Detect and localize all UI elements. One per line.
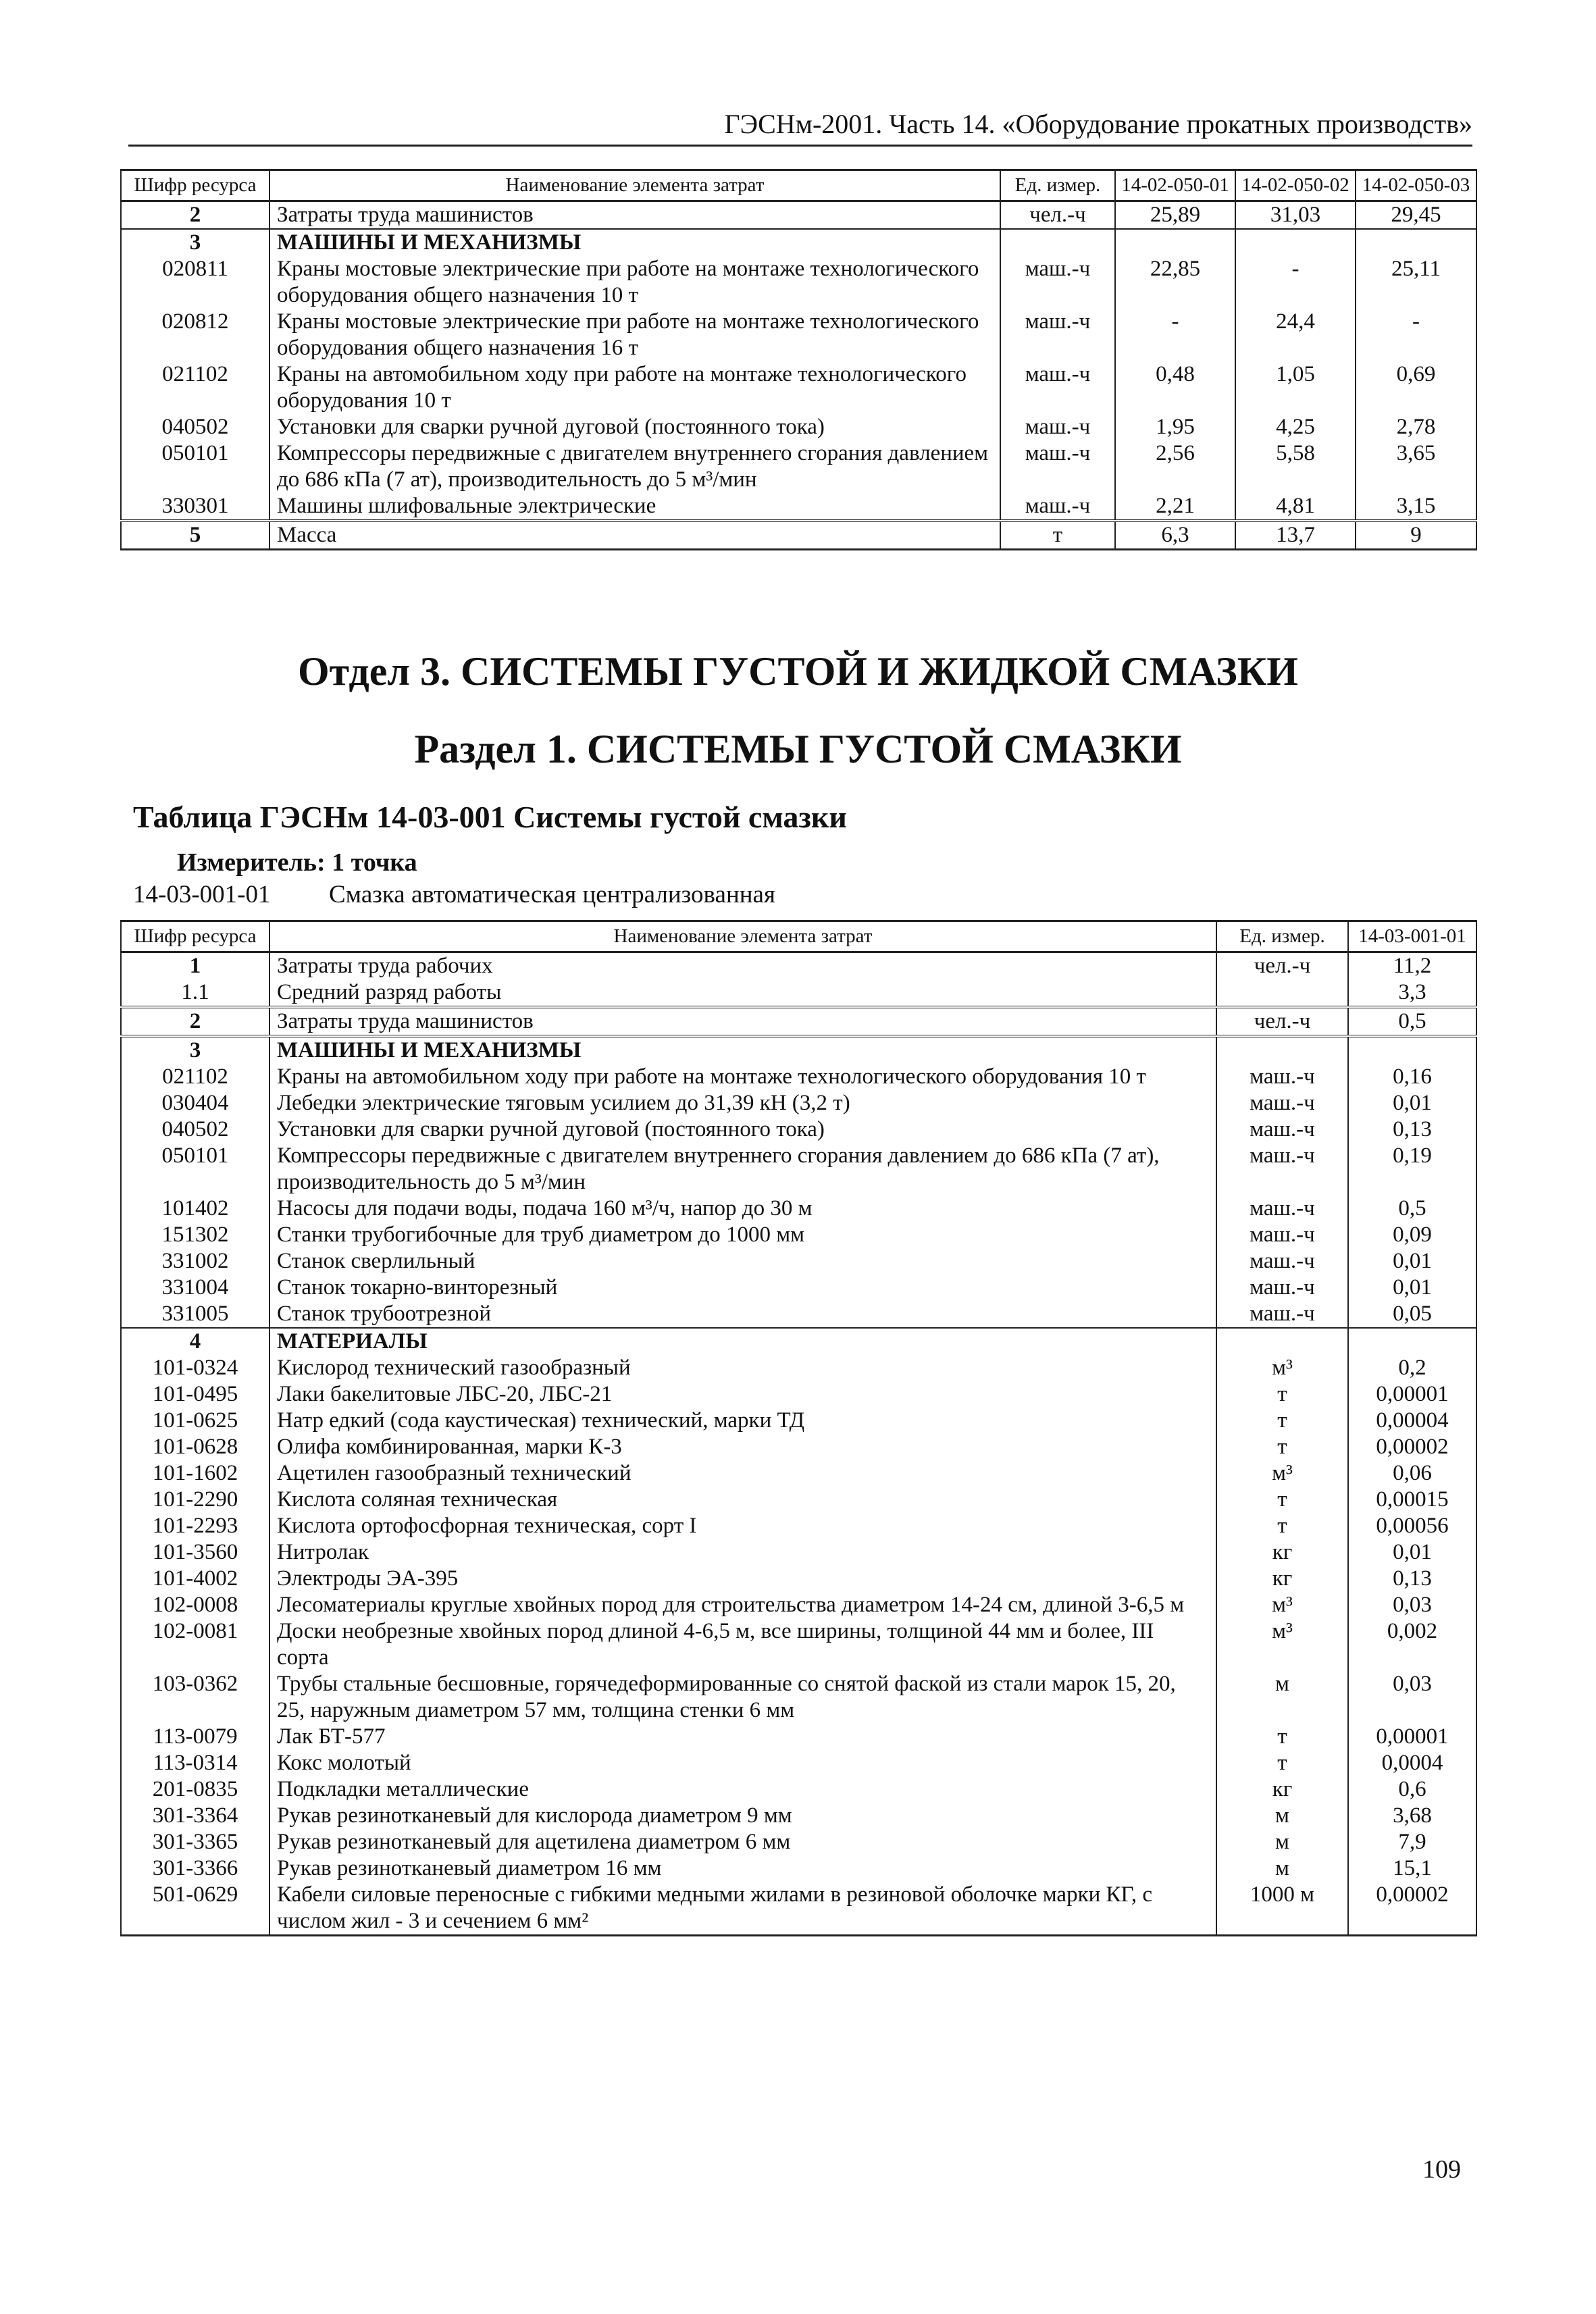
row-name: Краны на автомобильном ходу при работе на монтаже технологического оборудования 10 т (269, 361, 1000, 414)
row-value: 0,0004 (1348, 1750, 1476, 1776)
row-value-2: - (1235, 256, 1356, 309)
table-header-row (121, 921, 1476, 952)
row-unit: маш.-ч (1000, 361, 1115, 414)
table-row (121, 1301, 1476, 1328)
table-row (121, 414, 1476, 440)
row-name: МАШИНЫ И МЕХАНИЗМЫ (269, 229, 1000, 256)
table-row (121, 952, 1476, 980)
row-code: 2 (121, 1007, 269, 1036)
row-unit (1216, 1036, 1348, 1064)
row-code: 331002 (121, 1248, 269, 1275)
row-name: Лебедки электрические тяговым усилием до 31,39 кН (3,2 т) (269, 1090, 1216, 1116)
row-value: 0,19 (1348, 1143, 1476, 1195)
row-value-1: 1,95 (1115, 414, 1235, 440)
row-code: 2 (121, 201, 269, 230)
row-code: 501-0629 (121, 1882, 269, 1936)
row-name: Кокс молотый (269, 1750, 1216, 1776)
row-name: Ацетилен газообразный технический (269, 1460, 1216, 1487)
row-name: Кабели силовые переносные с гибкими медными жилами в резиновой оболочке марки КГ, с числом жил - 3 и сечением 6 мм² (269, 1882, 1216, 1936)
table-row (121, 1408, 1476, 1434)
row-value: 0,00004 (1348, 1408, 1476, 1434)
table-row (121, 1222, 1476, 1248)
row-value-3 (1356, 229, 1476, 256)
row-name: Лаки бакелитовые ЛБС-20, ЛБС-21 (269, 1381, 1216, 1408)
row-code: 101-0324 (121, 1355, 269, 1381)
row-name: Станок токарно-винторезный (269, 1275, 1216, 1301)
row-value: 0,00015 (1348, 1487, 1476, 1513)
row-code: 020812 (121, 309, 269, 361)
row-code: 301-3366 (121, 1855, 269, 1882)
row-unit: т (1216, 1381, 1348, 1408)
row-unit: кг (1216, 1776, 1348, 1803)
header-name: Наименование элемента затрат (269, 170, 1000, 201)
row-unit: м³ (1216, 1355, 1348, 1381)
row-value: 0,16 (1348, 1064, 1476, 1090)
table-row (121, 309, 1476, 361)
row-code: 101-4002 (121, 1566, 269, 1592)
row-unit: 1000 м (1216, 1882, 1348, 1936)
row-name: Затраты труда машинистов (269, 201, 1000, 230)
row-name: Трубы стальные бесшовные, горячедеформированные со снятой фаской из стали марок 15, 20, 25, наружным диаметром 57 мм, толщина стенки 6 мм (269, 1671, 1216, 1724)
row-unit: чел.-ч (1000, 201, 1115, 230)
table-row (121, 1671, 1476, 1724)
row-name: Средний разряд работы (269, 979, 1216, 1007)
row-value: 0,13 (1348, 1566, 1476, 1592)
row-unit: т (1216, 1408, 1348, 1434)
row-name: Компрессоры передвижные с двигателем внутреннего сгорания давлением до 686 кПа (7 ат), производительность до 5 м³/мин (269, 440, 1000, 493)
table-row (121, 1036, 1476, 1064)
row-code: 050101 (121, 1143, 269, 1195)
table-row (121, 1882, 1476, 1936)
header-unit: Ед. измер. (1000, 170, 1115, 201)
row-value: 0,00002 (1348, 1882, 1476, 1936)
header-col1: 14-02-050-01 (1115, 170, 1235, 201)
table-row (121, 1618, 1476, 1671)
row-value-1: - (1115, 309, 1235, 361)
row-value-2: 4,25 (1235, 414, 1356, 440)
row-unit: маш.-ч (1216, 1143, 1348, 1195)
table-row (121, 361, 1476, 414)
table-row (121, 440, 1476, 493)
row-name: Краны на автомобильном ходу при работе на монтаже технологического оборудования 10 т (269, 1064, 1216, 1090)
row-unit: м (1216, 1855, 1348, 1882)
row-code: 101-3560 (121, 1539, 269, 1566)
row-unit: маш.-ч (1216, 1275, 1348, 1301)
table-row (121, 1513, 1476, 1539)
row-unit (1216, 1328, 1348, 1355)
row-name: Масса (269, 521, 1000, 550)
table-row (121, 1724, 1476, 1750)
row-unit: чел.-ч (1216, 1007, 1348, 1036)
table-title: Таблица ГЭСНм 14-03-001 Системы густой смазки (133, 800, 847, 834)
table-row (121, 229, 1476, 256)
row-unit: маш.-ч (1216, 1090, 1348, 1116)
row-name: Кислота соляная техническая (269, 1487, 1216, 1513)
row-value-2: 4,81 (1235, 493, 1356, 521)
table-row (121, 1328, 1476, 1355)
row-code: 113-0079 (121, 1724, 269, 1750)
table-row (121, 521, 1476, 550)
row-name: Станок трубоотрезной (269, 1301, 1216, 1328)
row-value: 0,00002 (1348, 1434, 1476, 1460)
row-value-1: 0,48 (1115, 361, 1235, 414)
row-value: 0,5 (1348, 1195, 1476, 1222)
row-value: 0,09 (1348, 1222, 1476, 1248)
row-name: Лак БТ-577 (269, 1724, 1216, 1750)
row-value: 3,68 (1348, 1803, 1476, 1829)
row-value: 0,03 (1348, 1592, 1476, 1618)
running-header: ГЭСНм-2001. Часть 14. «Оборудование прокатных производств» (128, 108, 1472, 147)
row-name: Рукав резинотканевый для кислорода диаметром 9 мм (269, 1803, 1216, 1829)
table-header-row (121, 170, 1476, 201)
row-name: Лесоматериалы круглые хвойных пород для строительства диаметром 14-24 см, длиной 3-6,5 м (269, 1592, 1216, 1618)
row-unit: маш.-ч (1000, 493, 1115, 521)
row-value: 0,06 (1348, 1460, 1476, 1487)
row-unit: чел.-ч (1216, 952, 1348, 980)
table-row (121, 1090, 1476, 1116)
row-value: 11,2 (1348, 952, 1476, 980)
table-row (121, 1434, 1476, 1460)
table-row (121, 1381, 1476, 1408)
page-number: 109 (1422, 2155, 1461, 2184)
row-value: 0,01 (1348, 1248, 1476, 1275)
row-code: 4 (121, 1328, 269, 1355)
row-name: Кислота ортофосфорная техническая, сорт I (269, 1513, 1216, 1539)
row-unit: маш.-ч (1216, 1301, 1348, 1328)
row-unit: кг (1216, 1566, 1348, 1592)
row-unit: маш.-ч (1000, 414, 1115, 440)
row-value-3: 25,11 (1356, 256, 1476, 309)
header-unit: Ед. измер. (1216, 921, 1348, 952)
row-unit (1000, 229, 1115, 256)
row-code: 5 (121, 521, 269, 550)
row-unit: маш.-ч (1000, 256, 1115, 309)
row-code: 030404 (121, 1090, 269, 1116)
row-value-3: - (1356, 309, 1476, 361)
row-code: 101-0625 (121, 1408, 269, 1434)
row-name: МАТЕРИАЛЫ (269, 1328, 1216, 1355)
row-value: 0,2 (1348, 1355, 1476, 1381)
row-unit: маш.-ч (1216, 1195, 1348, 1222)
row-value-1: 6,3 (1115, 521, 1235, 550)
row-value-1: 2,21 (1115, 493, 1235, 521)
row-code: 020811 (121, 256, 269, 309)
row-value-3: 29,45 (1356, 201, 1476, 230)
row-value: 0,6 (1348, 1776, 1476, 1803)
table-row (121, 979, 1476, 1007)
table-row (121, 1566, 1476, 1592)
row-name: Кислород технический газообразный (269, 1355, 1216, 1381)
row-value (1348, 1328, 1476, 1355)
row-value-2: 24,4 (1235, 309, 1356, 361)
row-unit: т (1216, 1724, 1348, 1750)
row-code: 101402 (121, 1195, 269, 1222)
row-value-2: 31,03 (1235, 201, 1356, 230)
row-value: 15,1 (1348, 1855, 1476, 1882)
resource-table-14-02-050 (120, 169, 1477, 550)
row-name: Натр едкий (сода каустическая) технический, марки ТД (269, 1408, 1216, 1434)
row-unit: м³ (1216, 1592, 1348, 1618)
row-value-2: 5,58 (1235, 440, 1356, 493)
row-code: 1 (121, 952, 269, 980)
row-code: 021102 (121, 361, 269, 414)
table-row (121, 1275, 1476, 1301)
row-name: Подкладки металлические (269, 1776, 1216, 1803)
row-value: 0,002 (1348, 1618, 1476, 1671)
row-value-1: 22,85 (1115, 256, 1235, 309)
row-unit: т (1216, 1487, 1348, 1513)
row-unit: м (1216, 1803, 1348, 1829)
row-value (1348, 1036, 1476, 1064)
header-name: Наименование элемента затрат (269, 921, 1216, 952)
table-row (121, 1750, 1476, 1776)
row-name: Краны мостовые электрические при работе на монтаже технологического оборудования общего назначения 16 т (269, 309, 1000, 361)
row-name: Рукав резинотканевый для ацетилена диаметром 6 мм (269, 1829, 1216, 1855)
row-code: 101-0495 (121, 1381, 269, 1408)
row-value: 7,9 (1348, 1829, 1476, 1855)
row-unit: м³ (1216, 1618, 1348, 1671)
row-unit: м (1216, 1829, 1348, 1855)
row-name: Затраты труда рабочих (269, 952, 1216, 980)
section-razdel-title: Раздел 1. СИСТЕМЫ ГУСТОЙ СМАЗКИ (414, 727, 1182, 771)
row-name: Установки для сварки ручной дуговой (постоянного тока) (269, 414, 1000, 440)
row-name: Рукав резинотканевый диаметром 16 мм (269, 1855, 1216, 1882)
row-value-3: 3,65 (1356, 440, 1476, 493)
row-name: Насосы для подачи воды, подача 160 м³/ч, напор до 30 м (269, 1195, 1216, 1222)
row-value: 0,5 (1348, 1007, 1476, 1036)
row-name: Краны мостовые электрические при работе на монтаже технологического оборудования общего назначения 10 т (269, 256, 1000, 309)
row-code: 040502 (121, 414, 269, 440)
row-code: 331004 (121, 1275, 269, 1301)
row-value-1: 2,56 (1115, 440, 1235, 493)
row-value: 0,01 (1348, 1539, 1476, 1566)
work-code: 14-03-001-01 (133, 881, 271, 908)
row-code: 301-3364 (121, 1803, 269, 1829)
row-value: 0,05 (1348, 1301, 1476, 1328)
row-code: 040502 (121, 1116, 269, 1143)
row-name: Установки для сварки ручной дуговой (постоянного тока) (269, 1116, 1216, 1143)
row-unit: маш.-ч (1216, 1248, 1348, 1275)
table-row (121, 1539, 1476, 1566)
row-value-2 (1235, 229, 1356, 256)
table-row (121, 1064, 1476, 1090)
row-value: 0,00056 (1348, 1513, 1476, 1539)
header-code: Шифр ресурса (121, 170, 269, 201)
row-value-3: 2,78 (1356, 414, 1476, 440)
table-row (121, 1487, 1476, 1513)
table-row (121, 1592, 1476, 1618)
row-code: 3 (121, 1036, 269, 1064)
row-value: 0,00001 (1348, 1381, 1476, 1408)
row-name: МАШИНЫ И МЕХАНИЗМЫ (269, 1036, 1216, 1064)
row-value-2: 13,7 (1235, 521, 1356, 550)
table-row (121, 201, 1476, 230)
table-row (121, 1776, 1476, 1803)
row-code: 113-0314 (121, 1750, 269, 1776)
row-name: Станки трубогибочные для труб диаметром до 1000 мм (269, 1222, 1216, 1248)
row-code: 330301 (121, 493, 269, 521)
table-row (121, 1829, 1476, 1855)
row-code: 102-0008 (121, 1592, 269, 1618)
row-value: 0,13 (1348, 1116, 1476, 1143)
row-value-1: 25,89 (1115, 201, 1235, 230)
row-value: 0,03 (1348, 1671, 1476, 1724)
row-code: 1.1 (121, 979, 269, 1007)
row-code: 3 (121, 229, 269, 256)
table-row (121, 1143, 1476, 1195)
row-unit: м (1216, 1671, 1348, 1724)
row-value-3: 9 (1356, 521, 1476, 550)
row-name: Компрессоры передвижные с двигателем внутреннего сгорания давлением до 686 кПа (7 ат), производительность до 5 м³/мин (269, 1143, 1216, 1195)
work-description: Смазка автоматическая централизованная (329, 881, 775, 908)
row-code: 103-0362 (121, 1671, 269, 1724)
table-row (121, 493, 1476, 521)
row-code: 102-0081 (121, 1618, 269, 1671)
row-name: Доски необрезные хвойных пород длиной 4-6,5 м, все ширины, толщиной 44 мм и более, III сорта (269, 1618, 1216, 1671)
row-unit: кг (1216, 1539, 1348, 1566)
table-row (121, 1803, 1476, 1829)
row-code: 301-3365 (121, 1829, 269, 1855)
section-otdel-title: Отдел 3. СИСТЕМЫ ГУСТОЙ И ЖИДКОЙ СМАЗКИ (298, 649, 1298, 694)
row-unit: маш.-ч (1216, 1116, 1348, 1143)
row-code: 021102 (121, 1064, 269, 1090)
table-row (121, 1195, 1476, 1222)
header-col2: 14-02-050-02 (1235, 170, 1356, 201)
row-name: Затраты труда машинистов (269, 1007, 1216, 1036)
row-value-2: 1,05 (1235, 361, 1356, 414)
row-code: 151302 (121, 1222, 269, 1248)
row-unit: т (1216, 1750, 1348, 1776)
row-name: Электроды ЭА-395 (269, 1566, 1216, 1592)
row-code: 101-1602 (121, 1460, 269, 1487)
header-col3: 14-02-050-03 (1356, 170, 1476, 201)
row-code: 101-2293 (121, 1513, 269, 1539)
row-value: 3,3 (1348, 979, 1476, 1007)
row-name: Станок сверлильный (269, 1248, 1216, 1275)
row-unit: маш.-ч (1000, 309, 1115, 361)
row-name: Олифа комбинированная, марки К-3 (269, 1434, 1216, 1460)
row-code: 101-0628 (121, 1434, 269, 1460)
row-value: 0,01 (1348, 1275, 1476, 1301)
table-row (121, 1116, 1476, 1143)
measure-unit: Измеритель: 1 точка (177, 848, 417, 877)
table-row (121, 1248, 1476, 1275)
table-row (121, 256, 1476, 309)
row-unit: т (1216, 1434, 1348, 1460)
row-unit: маш.-ч (1000, 440, 1115, 493)
row-value-3: 0,69 (1356, 361, 1476, 414)
row-unit: маш.-ч (1216, 1064, 1348, 1090)
row-unit: т (1000, 521, 1115, 550)
row-unit: м³ (1216, 1460, 1348, 1487)
table-row (121, 1007, 1476, 1036)
row-code: 331005 (121, 1301, 269, 1328)
header-code: Шифр ресурса (121, 921, 269, 952)
header-col1: 14-03-001-01 (1348, 921, 1476, 952)
table-row (121, 1355, 1476, 1381)
table-row (121, 1855, 1476, 1882)
resource-table-14-03-001 (120, 920, 1477, 1936)
table-row (121, 1460, 1476, 1487)
row-unit (1216, 979, 1348, 1007)
row-value: 0,00001 (1348, 1724, 1476, 1750)
row-code: 050101 (121, 440, 269, 493)
row-unit: т (1216, 1513, 1348, 1539)
row-code: 101-2290 (121, 1487, 269, 1513)
row-unit: маш.-ч (1216, 1222, 1348, 1248)
row-name: Машины шлифовальные электрические (269, 493, 1000, 521)
row-value-3: 3,15 (1356, 493, 1476, 521)
row-code: 201-0835 (121, 1776, 269, 1803)
row-name: Нитролак (269, 1539, 1216, 1566)
row-value: 0,01 (1348, 1090, 1476, 1116)
row-value-1 (1115, 229, 1235, 256)
